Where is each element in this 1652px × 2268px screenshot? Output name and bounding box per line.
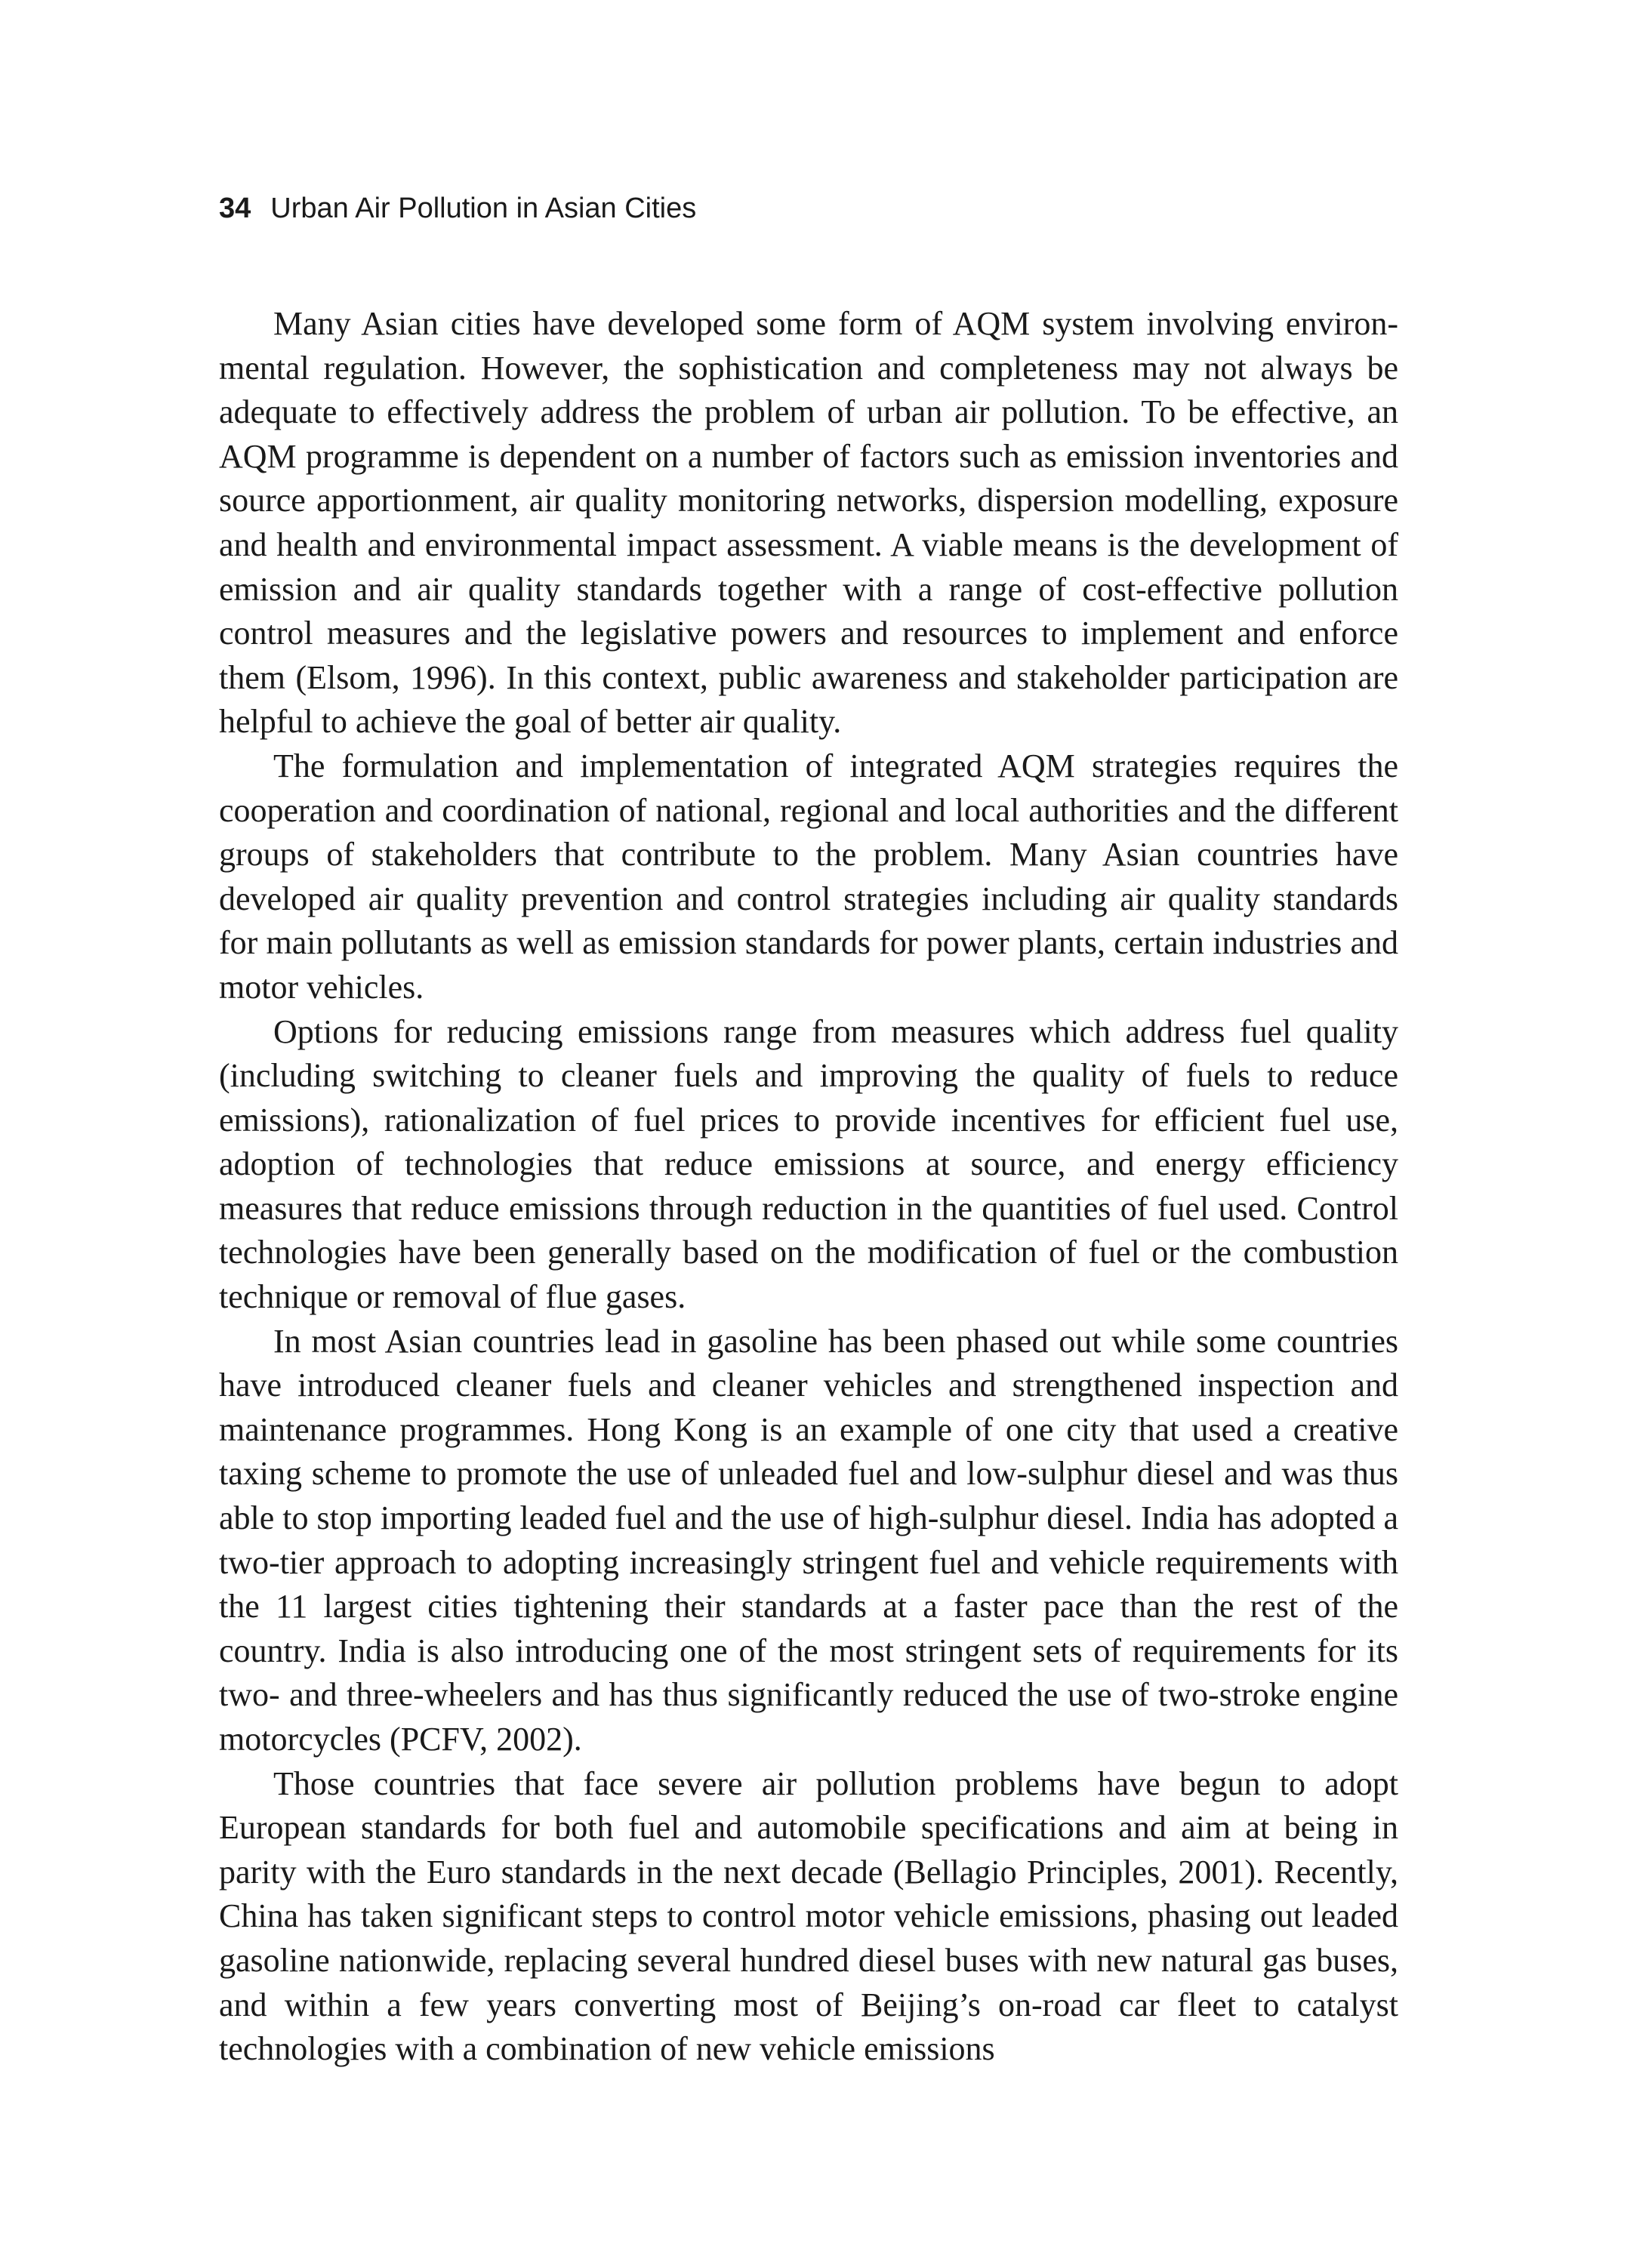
page-number: 34 xyxy=(219,193,251,224)
paragraph-european-standards: Those countries that face severe air pollution problems have begun to adopt European standards for both fuel and automobile specifications and aim at being in parity with the Euro standards in the next decade (Bellagio Principles, 2001). Recently, China has taken significant steps to control motor vehicle emissions, phasing out leaded gasoline nationwide, replacing several hundred diesel buses with new natural gas buses, and within a few years converting most of Beijing’s on-road car fleet to catalyst technologies with a combination of new vehicle emissions xyxy=(219,1764,1398,2068)
paragraph-aqm-systems: Many Asian cities have developed some form of AQM system involving environmental regulation. However, the sophistication and completeness may not always be adequate to effectively address the problem of urban air pollution. To be effective, an AQM programme is dependent on a number of factors such as emission inventories and source apportionment, air quality monitoring networks, dispersion modelling, exposure and health and environmental impact assessment. A viable means is the development of emission and air quality standards together with a range of cost-effective pollution control measures and the legislative powers and resources to implement and enforce them (Elsom, 1996). In this context, public awareness and stakeholder participation are helpful to achieve the goal of better air quality. xyxy=(219,305,1398,741)
running-head xyxy=(219,190,696,226)
paragraph-integrated-strategies: The formulation and implementation of integrated AQM strategies requires the cooperation and coordination of national, regional and local authorities and the different groups of stakeholders that contribute to the problem. Many Asian countries have developed air quality prevention and control strategies including air quality standards for main pollutants as well as emission standards for power plants, certain industries and motor vehicles. xyxy=(219,747,1398,1006)
body-text xyxy=(219,302,1398,2072)
paragraph-lead-phase-out: In most Asian countries lead in gasoline has been phased out while some countries have introduced cleaner fuels and cleaner vehicles and strengthened inspection and maintenance programmes. Hong Kong is an example of one city that used a creative taxing scheme to promote the use of unleaded fuel and low-sulphur diesel and was thus able to stop importing leaded fuel and the use of high-sulphur diesel. India has adopted a two-tier approach to adopting increasingly stringent fuel and vehicle requirements with the 11 largest cities tightening their standards at a faster pace than the rest of the country. India is also introducing one of the most stringent sets of requirements for its two- and three-wheelers and has thus significantly reduced the use of two-stroke engine motorcycles (PCFV, 2002). xyxy=(219,1322,1398,1758)
running-title: Urban Air Pollution in Asian Cities xyxy=(270,193,697,224)
paragraph-emission-options: Options for reducing emissions range from measures which address fuel quality (including switching to cleaner fuels and improving the quality of fuels to reduce emissions), rationalization of fuel prices to provide incentives for efficient fuel use, adoption of technologies that reduce emissions at source, and energy efficiency measures that reduce emissions through reduction in the quantities of fuel used. Control technologies have been generally based on the modification of fuel or the combustion technique or removal of flue gases. xyxy=(219,1012,1398,1316)
